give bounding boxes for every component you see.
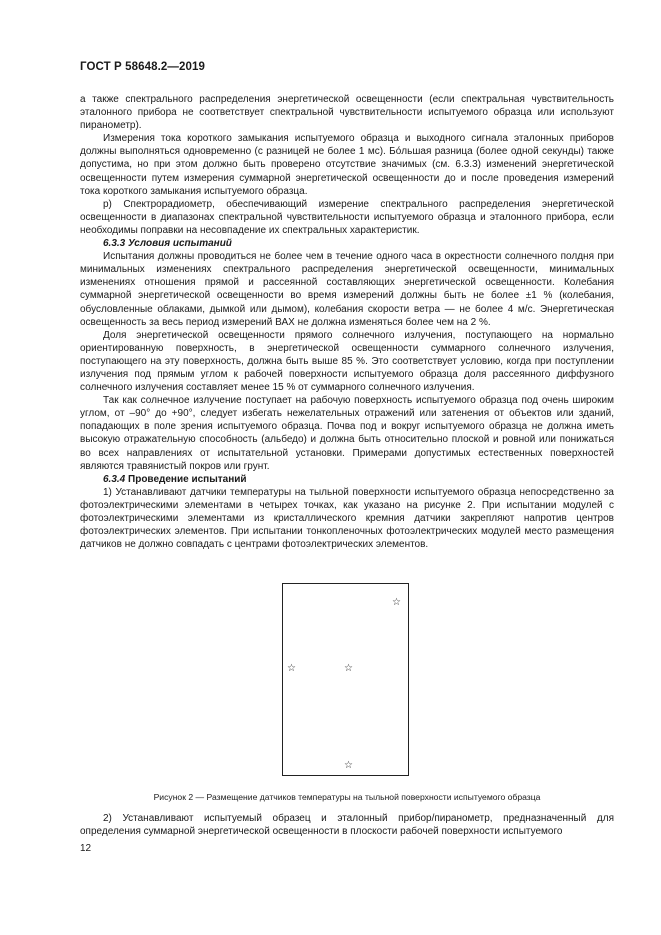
paragraph: 2) Устанавливают испытуемый образец и эталонный прибор/пиранометр, предназначенный для определения суммарной энергетической освещенности в плоскости рабочей поверхности испытуемого <box>80 813 614 838</box>
paragraph: Испытания должны проводиться не более чем в течение одного часа в окрестности солнечного полдня при минимальных изменениях спектрального распределения энергетической освещенности, минимальных изменениях отношения прямой и рассеянной составляющих энергетической освещенности. Колебания суммарной энергетической освещенности во время измерений должны быть не более ±1 % (колебания, обусловленные облаками, дымкой или дымом), колебания скорости ветра — не более 4 м/с. Энергетическая освещенность за весь период измерений ВАХ не должна изменяться более чем на 2 %. <box>80 251 614 328</box>
sensor-star-icon: ☆ <box>392 597 401 608</box>
section-heading-6-3-4 <box>80 473 614 486</box>
section-number: 6.3.4 <box>103 473 126 485</box>
paragraph: а также спектрального распределения энергетической освещенности (если спектральная чувствительность эталонного прибора не соответствует спектральной чувствительности испытуемого образца или используют пиранометр). <box>80 94 614 132</box>
paragraph: Доля энергетической освещенности прямого солнечного излучения, поступающего на нормально ориентированную поверхность, в энергетической освещенности суммарного солнечного излучения, поступающего на эту поверхность, должна быть выше 85 %. Это соответствует условию, когда при поступлении излучения под прямым углом к рабочей поверхности испытуемого образца доля рассеянного диффузного солнечного излучения составляет менее 15 % от суммарного солнечного излучения. <box>80 329 614 394</box>
section-heading-6-3-3 <box>80 237 614 250</box>
sensor-star-icon: ☆ <box>344 663 353 674</box>
module-back-diagram <box>282 583 409 776</box>
section-number: 6.3.3 <box>103 238 126 250</box>
section-title: Проведение испытаний <box>128 473 247 485</box>
sensor-star-icon: ☆ <box>344 760 353 771</box>
paragraph: 1) Устанавливают датчики температуры на тыльной поверхности испытуемого образца непосредственно за фотоэлектрическими элементами в четырех точках, как указано на рисунке 2. При испытании модулей с фотоэлектрическими элементами из кристаллического кремния датчики закрепляют напротив центров фотоэлектрических элементов. При испытании тонкопленочных фотоэлектрических модулей место размещения датчиков не должно совпадать с центрами фотоэлектрических элементов. <box>80 486 614 551</box>
page-number: 12 <box>80 843 92 854</box>
figure-caption: Рисунок 2 — Размещение датчиков температуры на тыльной поверхности испытуемого образца <box>153 792 541 802</box>
paragraph: р) Спектрорадиометр, обеспечивающий измерение спектрального распределения энергетической освещенности в диапазонах спектральной чувствительности испытуемого образца и эталонного прибора, если необходимы поправки на несовпадение их спектральных характеристик. <box>80 198 614 236</box>
sensor-star-icon: ☆ <box>287 663 296 674</box>
paragraph: Так как солнечное излучение поступает на рабочую поверхность испытуемого образца под очень широким углом, от –90° до +90°, следует избегать нежелательных отражений или затенения от объектов или зданий, попадающих в поле зрения испытуемого образца. Почва под и вокруг испытуемого образца не должна иметь высокую отражательную способность (альбедо) и должна быть относительно плоской и ровной или понижаться во всех направлениях от испытательной установки. Примерами допустимых естественных поверхностей являются травянистый покров или грунт. <box>80 395 614 472</box>
paragraph: Измерения тока короткого замыкания испытуемого образца и выходного сигнала эталонных приборов должны выполняться одновременно (с разницей не более 1 мс). Бо́льшая разница (более одной секунды) также допустима, но при этом должно быть проверено отсутствие значимых (см. 6.3.3) изменений энергетической освещенности путем измерения суммарной энергетической освещенности до и после проведения измерений тока короткого замыкания испытуемого образца. <box>80 133 614 197</box>
document-body-continued <box>80 812 614 838</box>
section-title: Условия испытаний <box>128 238 232 250</box>
document-header: ГОСТ Р 58648.2—2019 <box>80 61 205 73</box>
document-body <box>80 93 614 551</box>
